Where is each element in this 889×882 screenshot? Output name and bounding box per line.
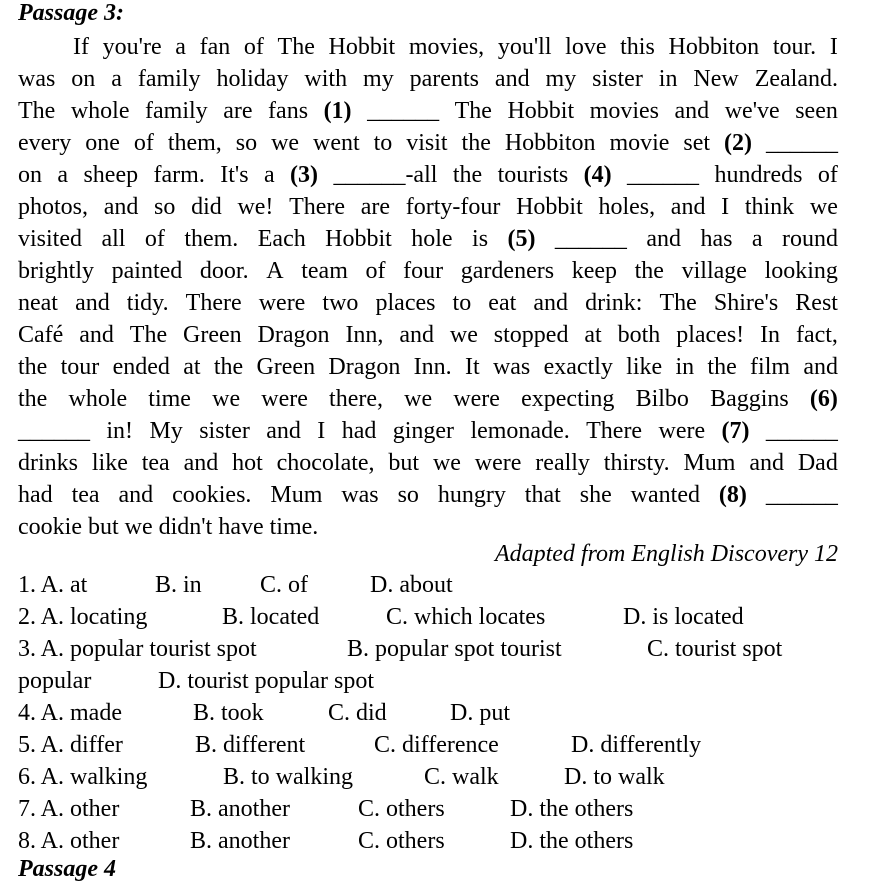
word: Rest (795, 290, 838, 316)
option-d: D. tourist popular spot (158, 668, 374, 694)
option-d: D. differently (571, 732, 702, 758)
option-d: D. to walk (564, 764, 665, 790)
option-b: B. located (222, 604, 320, 630)
word: Mum (270, 482, 323, 508)
option-b: B. another (190, 796, 290, 822)
word: was (492, 354, 531, 380)
word: the (461, 130, 491, 156)
word: hundreds (714, 162, 803, 188)
word: drink: (585, 290, 643, 316)
word: and (646, 226, 681, 252)
word: (3) (290, 162, 319, 188)
option-d: D. about (370, 572, 453, 598)
word: holiday (216, 66, 289, 92)
word: the (18, 386, 48, 412)
option-d: D. the others (510, 796, 634, 822)
word: to (452, 290, 472, 316)
option-a: 3. A. popular tourist spot (18, 636, 257, 662)
word: didn't (158, 514, 213, 540)
word: looking (764, 258, 838, 284)
word: seen (795, 98, 838, 124)
word: tour (60, 354, 100, 380)
option-b: B. different (195, 732, 306, 758)
word: two (322, 290, 359, 316)
word: time. (269, 514, 319, 540)
word: we! (237, 194, 274, 220)
option-a: 8. A. other (18, 828, 120, 854)
word: like (626, 354, 663, 380)
word: family (137, 66, 201, 92)
word: Hobbit (507, 98, 575, 124)
word: you'll (497, 34, 552, 60)
option-b: B. another (190, 828, 290, 854)
word: one (85, 130, 120, 156)
word: There (185, 290, 242, 316)
word: There (586, 418, 643, 444)
word: The (277, 34, 315, 60)
word: cookie (18, 514, 82, 540)
word: movies (589, 98, 659, 124)
word: a (57, 162, 69, 188)
word: Hobbit (516, 194, 583, 220)
word: hot (232, 450, 263, 476)
word: photos, (18, 194, 89, 220)
word: my (363, 66, 394, 92)
word: round (781, 226, 838, 252)
word: sister (592, 66, 643, 92)
question-4-options (18, 697, 878, 729)
passage-line (18, 319, 838, 351)
word: exactly (543, 354, 613, 380)
word: Shire's (713, 290, 779, 316)
word: of (133, 130, 154, 156)
word: keep (571, 258, 617, 284)
passage-title: Passage 3: (18, 0, 124, 26)
word: and (183, 450, 219, 476)
option-c: C. of (260, 572, 308, 598)
passage-text (18, 31, 838, 543)
word: and (266, 418, 301, 444)
word: ______ (765, 418, 838, 444)
word: set (683, 130, 711, 156)
word: a (263, 162, 275, 188)
option-b: B. to walking (223, 764, 353, 790)
word: and (399, 322, 434, 348)
word: (6) (809, 386, 838, 412)
word: and (803, 354, 838, 380)
option-a: 6. A. walking (18, 764, 148, 790)
option-c: C. difference (374, 732, 499, 758)
word: and (75, 290, 110, 316)
word: had (18, 482, 53, 508)
word: stopped (493, 322, 569, 348)
question-3-options-continued (18, 665, 878, 697)
word: were (261, 386, 308, 412)
word: is (472, 226, 489, 252)
word: are (223, 98, 253, 124)
option-c-continued: popular (18, 668, 92, 694)
word: we've (724, 98, 780, 124)
word: Inn. (413, 354, 452, 380)
word: Zealand. (754, 66, 838, 92)
word: we (432, 450, 461, 476)
word: Each (257, 226, 306, 252)
word: The (129, 322, 168, 348)
word: but (87, 514, 119, 540)
word: but (388, 450, 420, 476)
word: I (829, 34, 838, 60)
next-passage-heading: Passage 4 (18, 856, 116, 882)
word: ______-all (333, 162, 438, 188)
word: and (670, 194, 706, 220)
word: Hobbiton (668, 34, 760, 60)
word: ginger (392, 418, 455, 444)
word: Hobbit (328, 34, 396, 60)
word: fan (199, 34, 231, 60)
word: so (154, 194, 176, 220)
word: It's (220, 162, 249, 188)
word: we (271, 130, 300, 156)
option-c: C. tourist spot (647, 636, 783, 662)
option-a: 2. A. locating (18, 604, 148, 630)
word: tea (141, 450, 170, 476)
word: (1) (323, 98, 352, 124)
word: we (449, 322, 478, 348)
word: I (721, 194, 730, 220)
option-b: B. popular spot tourist (347, 636, 562, 662)
word: whole (70, 98, 130, 124)
word: on (18, 162, 42, 188)
word: There (289, 194, 346, 220)
word: and (674, 98, 710, 124)
word: Bilbo (635, 386, 689, 412)
word: and (494, 66, 530, 92)
option-c: C. did (328, 700, 387, 726)
word: a (751, 226, 763, 252)
word: gardeners (460, 258, 555, 284)
word: have (218, 514, 264, 540)
word: cookies. (172, 482, 252, 508)
word: them, (167, 130, 222, 156)
word: lemonade. (470, 418, 570, 444)
question-2-options (18, 601, 878, 633)
word: we (404, 386, 433, 412)
word: farm. (153, 162, 205, 188)
passage-line (18, 63, 838, 95)
word: like (91, 450, 128, 476)
option-a: 7. A. other (18, 796, 120, 822)
passage-line (18, 31, 838, 63)
source-citation: Adapted from English Discovery 12 (494, 541, 838, 567)
word: ______ (765, 130, 838, 156)
word: forty-four (405, 194, 501, 220)
word: hole (411, 226, 453, 252)
word: was (18, 66, 56, 92)
word: chocolate, (276, 450, 375, 476)
word: Dad (797, 450, 838, 476)
option-b: B. took (193, 700, 264, 726)
word: we (212, 386, 241, 412)
word: door. (199, 258, 249, 284)
passage-line (18, 159, 838, 191)
word: my (545, 66, 577, 92)
word: places! (676, 322, 745, 348)
word: time (148, 386, 191, 412)
word: parents (409, 66, 479, 92)
word: hungry (437, 482, 506, 508)
word: Baggins (710, 386, 789, 412)
word: (5) (507, 226, 536, 252)
word: in (675, 354, 695, 380)
word: Green (183, 322, 242, 348)
word: places (375, 290, 436, 316)
word: wanted (630, 482, 700, 508)
word: I (317, 418, 326, 444)
passage-line (18, 447, 838, 479)
word: movies, (408, 34, 485, 60)
word: of (817, 162, 838, 188)
word: Café (18, 322, 64, 348)
word: Hobbit (325, 226, 392, 252)
word: ended (112, 354, 170, 380)
word: the (707, 354, 737, 380)
question-6-options (18, 761, 878, 793)
passage-line (18, 351, 838, 383)
question-8-options (18, 825, 878, 857)
word: (4) (583, 162, 612, 188)
word: thirsty. (603, 450, 670, 476)
word: My (149, 418, 183, 444)
word: ______ (18, 418, 90, 444)
word: had (341, 418, 377, 444)
word: the (213, 354, 244, 380)
word: every (18, 130, 72, 156)
question-7-options (18, 793, 878, 825)
option-a: 5. A. differ (18, 732, 123, 758)
word: in! (106, 418, 134, 444)
word: both (617, 322, 661, 348)
word: four (403, 258, 444, 284)
word: are (360, 194, 391, 220)
word: movie (609, 130, 670, 156)
word: has (700, 226, 733, 252)
option-d: D. the others (510, 828, 634, 854)
word: Inn, (345, 322, 384, 348)
word: tea (71, 482, 100, 508)
word: ______ (367, 98, 440, 124)
word: on (71, 66, 96, 92)
option-b: B. in (155, 572, 202, 598)
word: neat (18, 290, 58, 316)
word: really (535, 450, 590, 476)
word: were (658, 418, 706, 444)
question-3-options (18, 633, 878, 665)
word: this (620, 34, 655, 60)
word: Hobbiton (504, 130, 596, 156)
word: a (175, 34, 186, 60)
word: It (464, 354, 480, 380)
word: were (453, 386, 500, 412)
word: ______ (627, 162, 700, 188)
word: The (18, 98, 56, 124)
word: did (191, 194, 222, 220)
word: fact, (795, 322, 838, 348)
answer-options (18, 569, 878, 857)
option-a: 1. A. at (18, 572, 88, 598)
word: were (474, 450, 522, 476)
option-c: C. walk (424, 764, 499, 790)
word: whole (68, 386, 128, 412)
passage-line (18, 479, 838, 511)
word: there, (329, 386, 384, 412)
word: think (744, 194, 795, 220)
word: to (373, 130, 393, 156)
word: with (304, 66, 348, 92)
word: tour. (772, 34, 817, 60)
passage-line (18, 415, 838, 447)
passage-line (18, 127, 838, 159)
word: (8) (718, 482, 747, 508)
word: was (341, 482, 379, 508)
option-d: D. put (450, 700, 510, 726)
word: were (258, 290, 306, 316)
word: ______ (765, 482, 838, 508)
word: at (183, 354, 201, 380)
word: went (313, 130, 360, 156)
passage-line (18, 191, 838, 223)
passage-line (18, 383, 838, 415)
word: of (243, 34, 264, 60)
word: all (101, 226, 126, 252)
word: in (658, 66, 678, 92)
word: that (524, 482, 561, 508)
question-1-options (18, 569, 878, 601)
word: sheep (83, 162, 139, 188)
word: drinks (18, 450, 78, 476)
word: If (73, 34, 89, 60)
word: The (659, 290, 697, 316)
word: A (266, 258, 284, 284)
option-c: C. which locates (386, 604, 546, 630)
word: we (124, 514, 153, 540)
word: the (634, 258, 664, 284)
word: them. (184, 226, 239, 252)
word: and (749, 450, 784, 476)
word: she (579, 482, 612, 508)
word: painted (111, 258, 183, 284)
word: village (681, 258, 747, 284)
word: visited (18, 226, 82, 252)
word: at (584, 322, 602, 348)
word: and (533, 290, 569, 316)
passage-line (18, 287, 838, 319)
word: visit (406, 130, 448, 156)
word: and (103, 194, 139, 220)
word: ______ (554, 226, 627, 252)
question-5-options (18, 729, 878, 761)
word: of (144, 226, 165, 252)
word: and (118, 482, 154, 508)
word: the (452, 162, 483, 188)
option-d: D. is located (623, 604, 744, 630)
word: expecting (521, 386, 615, 412)
word: tourists (497, 162, 569, 188)
word: tidy. (126, 290, 169, 316)
word: In (760, 322, 781, 348)
passage-line (18, 95, 838, 127)
word: eat (488, 290, 517, 316)
word: love (565, 34, 607, 60)
word: (2) (724, 130, 752, 156)
word: we (809, 194, 838, 220)
option-c: C. others (358, 796, 445, 822)
word: brightly (18, 258, 94, 284)
word: sister (199, 418, 250, 444)
option-c: C. others (358, 828, 445, 854)
word: Dragon (328, 354, 401, 380)
word: film (750, 354, 791, 380)
word: New (693, 66, 739, 92)
word: of (365, 258, 386, 284)
word: (7) (721, 418, 750, 444)
passage-line (18, 255, 838, 287)
word: you're (102, 34, 162, 60)
word: Mum (683, 450, 736, 476)
word: team (301, 258, 348, 284)
word: The (454, 98, 492, 124)
option-a: 4. A. made (18, 700, 122, 726)
word: fans (268, 98, 309, 124)
word: holes, (598, 194, 656, 220)
word: so (235, 130, 258, 156)
word: and (79, 322, 114, 348)
word: a (111, 66, 122, 92)
word: Green (256, 354, 316, 380)
word: family (145, 98, 208, 124)
word: the (18, 354, 48, 380)
passage-line (18, 223, 838, 255)
word: so (397, 482, 419, 508)
word: Dragon (257, 322, 330, 348)
